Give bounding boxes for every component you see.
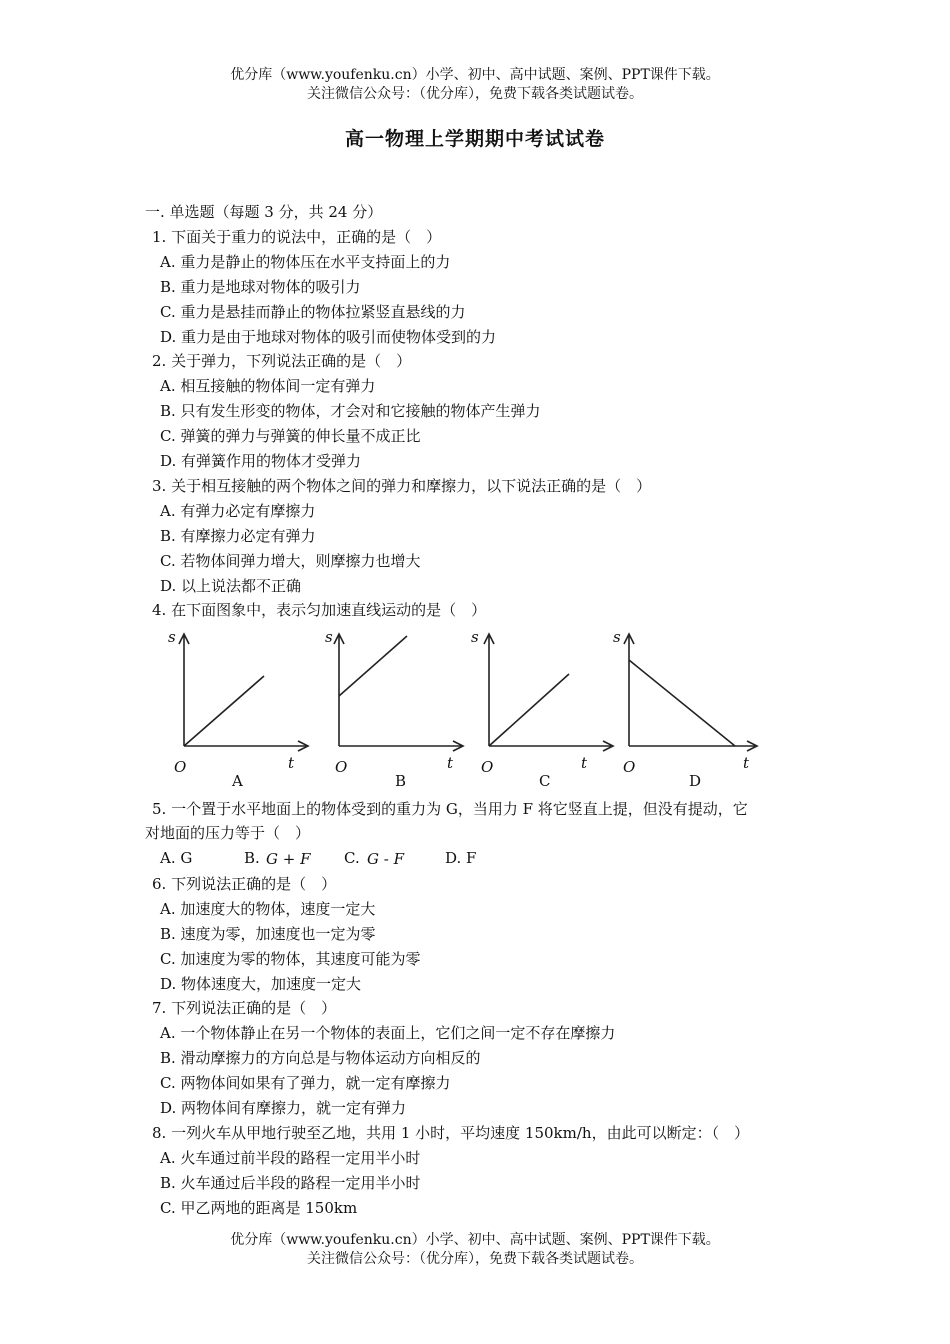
q5-option-c-label: C. <box>344 849 360 867</box>
q1-option-b: B. 重力是地球对物体的吸引力 <box>160 278 361 296</box>
q5-option-a: A. G <box>160 849 193 867</box>
graph-a-s-label: s <box>168 628 176 646</box>
q8-option-b: B. 火车通过后半段的路程一定用半小时 <box>160 1174 421 1192</box>
q6-option-b: B. 速度为零，加速度也一定为零 <box>160 925 376 943</box>
graph-d-origin-label: O <box>623 758 636 776</box>
graph-d-t-label: t <box>743 754 750 772</box>
q7-option-c: C. 两物体间如果有了弹力，就一定有摩擦力 <box>160 1074 451 1092</box>
q7-option-d: D. 两物体间有摩擦力，就一定有弹力 <box>160 1099 407 1117</box>
q1-option-a: A. 重力是静止的物体压在水平支持面上的力 <box>160 253 451 271</box>
graph-d <box>605 624 750 794</box>
q7-stem: 7. 下列说法正确的是（ ） <box>152 999 337 1017</box>
q5-option-d: D. F <box>445 849 477 867</box>
graph-d-line <box>629 660 735 746</box>
q5-option-b-expr: G + F <box>266 850 311 868</box>
footer-line-2: 关注微信公众号：（优分库），免费下载各类试题试卷。 <box>307 1251 643 1267</box>
q2-stem: 2. 关于弹力，下列说法正确的是（ ） <box>152 352 412 370</box>
q7-option-b: B. 滑动摩擦力的方向总是与物体运动方向相反的 <box>160 1049 481 1067</box>
graph-b-s-label: s <box>325 628 333 646</box>
q3-option-d: D. 以上说法都不正确 <box>160 577 302 595</box>
q5-stem-line-1: 5. 一个置于水平地面上的物体受到的重力为 G，当用力 F 将它竖直上提，但没有提动，它 <box>152 800 748 818</box>
q2-option-c: C. 弹簧的弹力与弹簧的伸长量不成正比 <box>160 427 421 445</box>
q3-stem: 3. 关于相互接触的两个物体之间的弹力和摩擦力，以下说法正确的是（ ） <box>152 477 652 495</box>
q7-option-a: A. 一个物体静止在另一个物体的表面上，它们之间一定不存在摩擦力 <box>160 1024 616 1042</box>
graph-c-caption: C <box>539 772 551 790</box>
header-line-1: 优分库（www.youfenku.cn）小学、初中、高中试题、案例、PPT课件下载。 <box>230 67 720 83</box>
graph-a-origin-label: O <box>174 758 187 776</box>
q4-graphs <box>160 624 780 794</box>
q2-option-a: A. 相互接触的物体间一定有弹力 <box>160 377 376 395</box>
graph-a-line <box>184 676 264 746</box>
q1-stem: 1. 下面关于重力的说法中，正确的是（ ） <box>152 228 442 246</box>
q6-stem: 6. 下列说法正确的是（ ） <box>152 875 337 893</box>
graph-a <box>160 624 300 794</box>
q6-option-c: C. 加速度为零的物体，其速度可能为零 <box>160 950 421 968</box>
q1-option-d: D. 重力是由于地球对物体的吸引而使物体受到的力 <box>160 328 497 346</box>
graph-c-t-label: t <box>581 754 588 772</box>
q3-option-a: A. 有弹力必定有摩擦力 <box>160 502 316 520</box>
q4-stem: 4. 在下面图象中，表示匀加速直线运动的是（ ） <box>152 601 487 619</box>
q6-option-a: A. 加速度大的物体，速度一定大 <box>160 900 376 918</box>
graph-a-t-label: t <box>288 754 295 772</box>
header-line-2: 关注微信公众号：（优分库），免费下载各类试题试卷。 <box>307 86 643 102</box>
graph-b-line <box>339 636 407 696</box>
graph-c-line <box>489 674 569 746</box>
q2-option-b: B. 只有发生形变的物体，才会对和它接触的物体产生弹力 <box>160 402 541 420</box>
graph-a-caption: A <box>232 772 243 790</box>
graph-b-t-label: t <box>447 754 454 772</box>
q3-option-c: C. 若物体间弹力增大，则摩擦力也增大 <box>160 552 421 570</box>
graph-b-origin-label: O <box>335 758 348 776</box>
graph-b-caption: B <box>395 772 407 790</box>
graph-c-s-label: s <box>471 628 479 646</box>
q1-option-c: C. 重力是悬挂而静止的物体拉紧竖直悬线的力 <box>160 303 466 321</box>
q5-option-b-label: B. <box>244 849 260 867</box>
q8-stem: 8. 一列火车从甲地行驶至乙地，共用 1 小时，平均速度 150km/h，由此可以断定：（ ） <box>152 1124 750 1142</box>
q5-stem-line-2: 对地面的压力等于（ ） <box>145 824 311 842</box>
graph-d-caption: D <box>689 772 702 790</box>
q8-option-c: C. 甲乙两地的距离是 150km <box>160 1199 358 1217</box>
q6-option-d: D. 物体速度大，加速度一定大 <box>160 975 362 993</box>
section-heading: 一. 单选题（每题 3 分，共 24 分） <box>145 203 383 221</box>
graph-b <box>315 624 455 794</box>
q5-option-c-expr: G - F <box>367 850 404 868</box>
q2-option-d: D. 有弹簧作用的物体才受弹力 <box>160 452 362 470</box>
graph-c-origin-label: O <box>481 758 494 776</box>
footer-line-1: 优分库（www.youfenku.cn）小学、初中、高中试题、案例、PPT课件下载。 <box>230 1232 720 1248</box>
graph-d-s-label: s <box>613 628 621 646</box>
q8-option-a: A. 火车通过前半段的路程一定用半小时 <box>160 1149 421 1167</box>
q3-option-b: B. 有摩擦力必定有弹力 <box>160 527 316 545</box>
page-title: 高一物理上学期期中考试试卷 <box>344 128 605 150</box>
graph-c <box>465 624 605 794</box>
